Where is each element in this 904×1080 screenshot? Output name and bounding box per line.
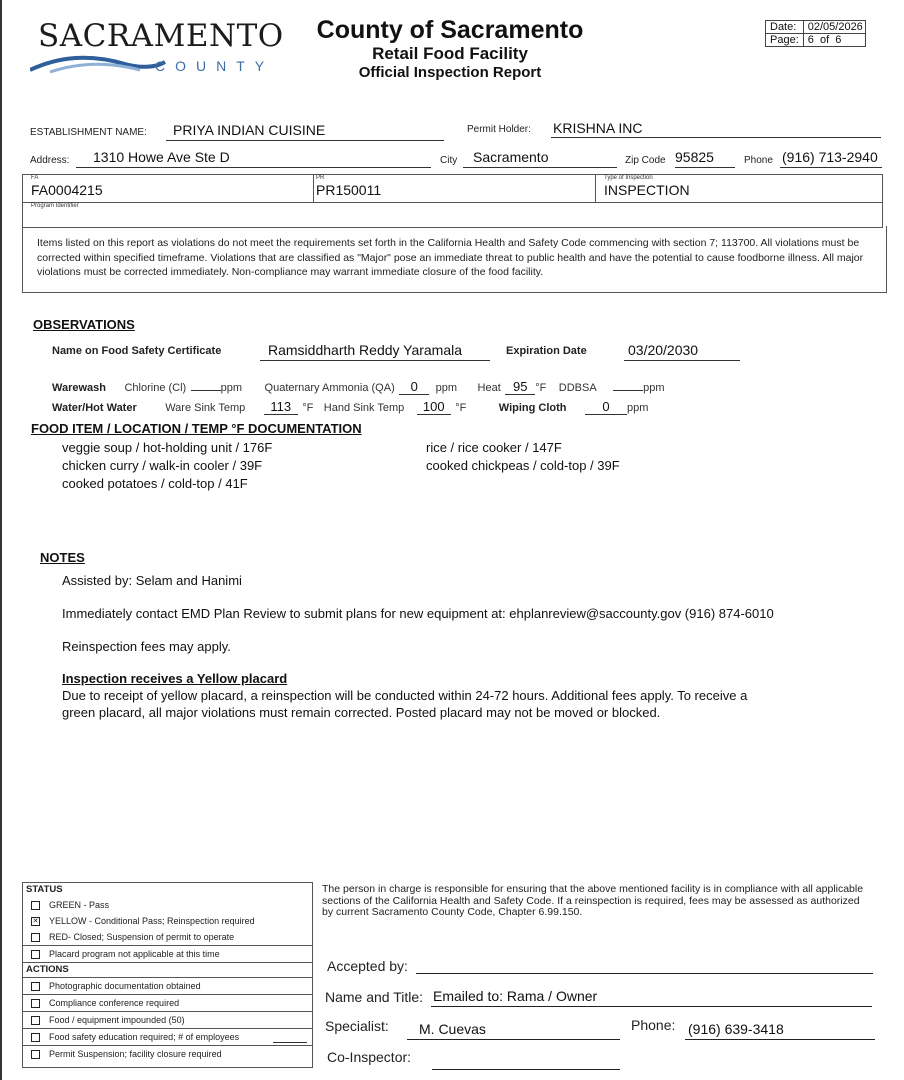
inspection-type-value: INSPECTION [604,182,690,198]
action-label: Photographic documentation obtained [49,981,201,991]
city-label: City [440,155,458,166]
pr-cell [313,175,596,202]
notes-fees: Reinspection fees may apply. [62,639,231,654]
status-green[interactable] [23,897,312,913]
heat-unit: °F [535,382,547,394]
report-title-block [300,16,600,82]
qa-unit: ppm [435,382,458,394]
warewash-label: Warewash [52,382,107,394]
action-compliance-conference[interactable] [23,994,312,1011]
action-label: Compliance conference required [49,998,180,1008]
establishment-name-label: ESTABLISHMENT NAME: [30,127,147,138]
food-documentation-heading: FOOD ITEM / LOCATION / TEMP °F DOCUMENTATION [31,421,362,436]
heat-field[interactable]: 95 [505,379,535,395]
date-label: Date: [766,21,804,34]
city-value: Sacramento [473,149,549,165]
status-red[interactable] [23,929,312,945]
ware-sink-unit: °F [302,402,314,414]
name-title-field[interactable] [431,988,872,1007]
permit-holder-field[interactable] [551,120,881,138]
water-row [52,398,648,416]
expiration-date-label: Expiration Date [506,345,587,357]
chlorine-label: Chlorine (Cl) [124,382,187,394]
date-page-box [765,20,866,47]
phone-label: Phone [744,155,773,166]
page-label: Page: [766,34,804,47]
water-hot-water-label: Water/Hot Water [52,402,137,414]
status-label: Placard program not applicable at this time [49,949,220,959]
checkbox-icon[interactable] [31,982,40,991]
ddbsa-unit: ppm [643,382,665,394]
specialist-phone-value: (916) 639-3418 [688,1021,784,1037]
food-safety-cert-label: Name on Food Safety Certificate [52,345,222,357]
checkbox-icon[interactable] [31,901,40,910]
ddbsa-label: DDBSA [558,382,597,394]
ware-sink-field[interactable]: 113 [264,399,298,415]
logo-wordmark: SACRAMENTO [38,18,284,54]
heat-label: Heat [477,382,501,394]
wiping-cloth-label: Wiping Cloth [498,402,567,414]
page-left-edge [0,0,2,1080]
name-title-label: Name and Title: [325,989,424,1005]
status-label: YELLOW - Conditional Pass; Reinspection required [49,916,255,926]
responsibility-statement: The person in charge is responsible for ensuring that the above mentioned facility is in compliance with all applicable sections of the California Health and Safety Code. If a reinspection is required, fees may be assessed as authorized by current Sacramento County Code, Chapter 6.99.150. [322,883,864,918]
action-food-safety-education[interactable] [23,1028,312,1045]
wiping-cloth-unit: ppm [626,402,649,414]
accepted-by-field[interactable] [416,956,873,974]
sacramento-county-logo [30,18,284,74]
qa-label: Quaternary Ammonia (QA) [264,382,395,394]
permit-holder-label: Permit Holder: [467,124,531,135]
food-safety-cert-field[interactable] [260,342,490,361]
checkbox-icon[interactable] [31,999,40,1008]
expiration-date-field[interactable] [624,342,740,361]
fa-cell [31,175,311,202]
status-yellow[interactable] [23,913,312,929]
hand-sink-field[interactable]: 100 [417,399,451,415]
food-list-left [62,439,272,493]
food-list-right [426,439,620,475]
qa-field[interactable]: 0 [399,379,429,395]
wiping-cloth-field[interactable]: 0 [585,399,627,415]
checkbox-icon[interactable] [31,950,40,959]
food-safety-cert-value: Ramsiddharth Reddy Yaramala [268,342,463,358]
food-item: cooked potatoes / cold-top / 41F [62,476,248,491]
specialist-value: M. Cuevas [419,1021,486,1037]
notes-assisted: Assisted by: Selam and Hanimi [62,573,242,588]
employees-count-field[interactable] [273,1042,307,1043]
food-item: chicken curry / walk-in cooler / 39F [62,458,263,473]
warewash-row [52,378,665,396]
date-value: 02/05/2026 [803,21,865,34]
status-heading: STATUS [26,884,63,895]
violations-disclaimer: Items listed on this report as violations do not meet the requirements set forth in the California Health and Safety Code commencing with section 7; 113700. All violations must be corrected within specified timeframe. Violations that are classified as "Major" pose an immediate threat to public health and have the potential to cause foodborne illness. All major violations must be corrected immediately. Non-compliance may warrant immediate closure of the food facility. [22,226,887,293]
chlorine-unit: ppm [220,382,243,394]
checked-checkbox-icon[interactable]: ✕ [32,918,39,925]
city-field[interactable] [463,149,617,168]
placard-text-line-1: Due to receipt of yellow placard, a reinspection will be conducted within 24-72 hours. Additional fees apply. To receive a [62,688,748,703]
notes-contact: Immediately contact EMD Plan Review to submit plans for new equipment at: ehplanreview@saccounty.gov (916) 874-6010 [62,606,774,621]
status-label: RED- Closed; Suspension of permit to operate [49,932,235,942]
phone-value: (916) 713-2940 [782,149,878,165]
status-actions-box [22,882,313,1068]
food-item: veggie soup / hot-holding unit / 176F [62,440,273,455]
specialist-label: Specialist: [325,1018,389,1034]
placard-text-line-2: green placard, all major violations must remain corrected. Posted placard may not be moved or blocked. [62,705,661,720]
accepted-by-label: Accepted by: [327,958,408,974]
permit-id-row [23,175,882,203]
action-label: Permit Suspension; facility closure required [49,1049,222,1059]
fa-label: FA [31,175,39,181]
page-title: County of Sacramento [316,16,584,44]
status-not-applicable[interactable] [23,945,312,962]
pr-value: PR150011 [316,182,382,198]
hand-sink-unit: °F [455,402,467,414]
address-value: 1310 Howe Ave Ste D [93,149,230,165]
specialist-field[interactable] [407,1021,620,1040]
actions-heading: ACTIONS [23,962,312,977]
inspection-type-cell [595,175,890,202]
establishment-name-value: PRIYA INDIAN CUISINE [173,122,326,138]
logo-county-text: COUNTY [155,58,275,74]
action-food-impounded[interactable] [23,1011,312,1028]
pr-label: PR [316,175,325,181]
address-field[interactable] [76,149,431,168]
notes-heading: NOTES [40,550,85,565]
zip-code-field[interactable] [675,149,735,168]
observations-heading: OBSERVATIONS [33,317,135,332]
chlorine-field[interactable] [191,390,221,391]
action-permit-suspension[interactable] [23,1045,312,1062]
action-photo-docs[interactable] [23,977,312,994]
inspection-type-label: Type of Inspection [604,175,653,181]
zip-code-value: 95825 [675,149,714,165]
checkbox-icon[interactable] [31,1050,40,1059]
checkbox-icon[interactable] [31,1033,40,1042]
zip-code-label: Zip Code [625,155,666,166]
co-inspector-label: Co-Inspector: [327,1049,412,1065]
specialist-phone-field[interactable] [685,1021,875,1040]
fa-value: FA0004215 [31,182,103,198]
page-subtitle: Retail Food Facility [372,44,528,63]
expiration-date-value: 03/20/2030 [628,342,699,358]
food-item: cooked chickpeas / cold-top / 39F [426,458,620,473]
permit-id-box [22,174,883,228]
checkbox-icon[interactable] [31,933,40,942]
page-value: 6 of 6 [803,34,865,47]
co-inspector-field[interactable] [432,1052,620,1070]
address-label: Address: [30,155,70,166]
page-subtitle-2: Official Inspection Report [358,64,542,81]
action-label: Food safety education required; # of employees [49,1032,240,1042]
action-label: Food / equipment impounded (50) [49,1015,185,1025]
specialist-phone-label: Phone: [631,1017,676,1033]
program-identifier-label: Program Identifier [31,203,79,209]
name-title-value: Emailed to: Rama / Owner [433,988,598,1004]
placard-heading: Inspection receives a Yellow placard [62,671,288,686]
hand-sink-label: Hand Sink Temp [323,402,405,414]
permit-holder-value: KRISHNA INC [553,120,643,136]
status-label: GREEN - Pass [49,900,110,910]
ware-sink-label: Ware Sink Temp [165,402,246,414]
phone-field[interactable] [780,149,882,168]
checkbox-icon[interactable] [31,1016,40,1025]
ddbsa-field[interactable] [613,390,643,391]
establishment-name-field[interactable] [166,122,444,141]
food-item: rice / rice cooker / 147F [426,440,562,455]
